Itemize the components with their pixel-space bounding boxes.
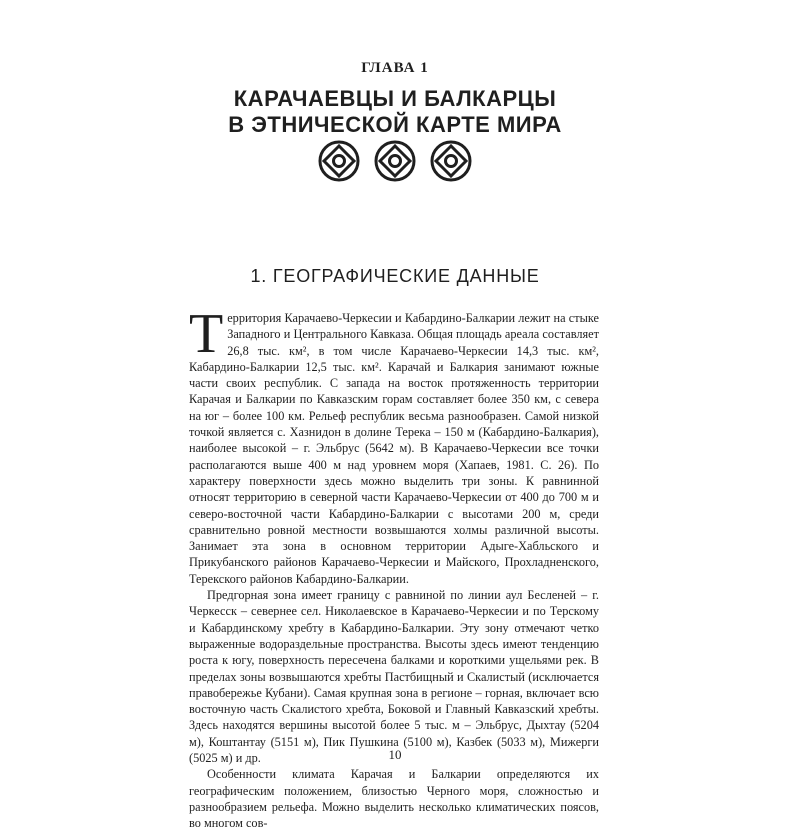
paragraph-3: Особенности климата Карачая и Балкарии определяются их географическим положением, близостью Черного моря, сложностью и разнообразием рельефа. Можно выделить несколько климатических поясов, во многом сов- bbox=[189, 767, 599, 831]
chapter-title-line-2: В ЭТНИЧЕСКОЙ КАРТЕ МИРА bbox=[228, 112, 562, 137]
book-page bbox=[175, 0, 615, 831]
page-number: 10 bbox=[388, 747, 402, 762]
drop-cap: Т bbox=[189, 303, 224, 365]
circle-ornament-icon bbox=[430, 140, 472, 182]
paragraph-text: ерритория Карачаево-Черкесии и Кабардино-Балкарии лежит на стыке Западного и Центрального Кавказа. Общая площадь ареала составляет 26,8 тыс. км², в том числе Карачаево-Черкесии 14,3 тыс. км², Кабардино-Балкарии 12,5 тыс. км². Карачай и Балкария занимают южные части своих республик. С запада на восток протяженность территории Карачая и Балкарии по Кавказским горам составляет более 350 км, с севера на юг – более 100 км. Рельеф республик весьма разнообразен. Самой низкой точкой является с. Хазнидон в долине Терека – 150 м (Кабардино-Балкария), наиболее высокой – г. Эльбрус (5642 м). В Карачаево-Черкесии все точки располагаются выше 400 м над уровнем моря (Хапаев, 1981. С. 26). По характеру поверхности здесь можно выделить три зоны. К равнинной относят территорию в северной части Карачаево-Черкесии от 400 до 700 м и северо-восточной части Кабардино-Балкарии с высотами 200 м, среди сравнительно ровной местности возвышаются холмы различной высоты. Занимает эта зона в основном территории Адыге-Хабльского и Прикубанского районов Карачаево-Черкесии и Майского, Прохладненского, Терекского районов Кабардино-Балкарии. bbox=[189, 311, 599, 586]
paragraph-1 bbox=[189, 303, 599, 587]
circle-ornament-icon bbox=[374, 140, 416, 182]
paragraph-2: Предгорная зона имеет границу с равниной по линии аул Бесленей – г. Черкесск – севернее сел. Николаевское в Карачаево-Черкесии и по Терскому и Кабардинскому хребту в Кабардино-Балкарии. Эту зону отмечают четко выраженные водораздельные пространства. Высоты здесь имеют тенденцию роста к югу, поверхность пересечена балками и короткими ущельями рек. В пределах зоны возвышаются хребты Пастбищный и Скалистый (исключается правобережье Кубани). Самая крупная зона в регионе – горная, включает всю восточную часть Скалистого хребта, Боковой и Главный Кавказский хребты. Здесь находятся вершины высотой более 5 тыс. м – Эльбрус, Дыхтау (5204 м), Коштантау (5151 м), Пик Пушкина (5100 м), Казбек (5033 м), Мижерги (5025 м) и др. bbox=[189, 588, 599, 766]
chapter-label: ГЛАВА 1 bbox=[361, 60, 429, 76]
chapter-title bbox=[175, 86, 615, 138]
section-title: 1. ГЕОГРАФИЧЕСКИЕ ДАННЫЕ bbox=[250, 266, 540, 286]
chapter-title-line-1: КАРАЧАЕВЦЫ И БАЛКАРЦЫ bbox=[233, 86, 557, 111]
circle-ornament-icon bbox=[318, 140, 360, 182]
ornament-row bbox=[175, 140, 615, 182]
